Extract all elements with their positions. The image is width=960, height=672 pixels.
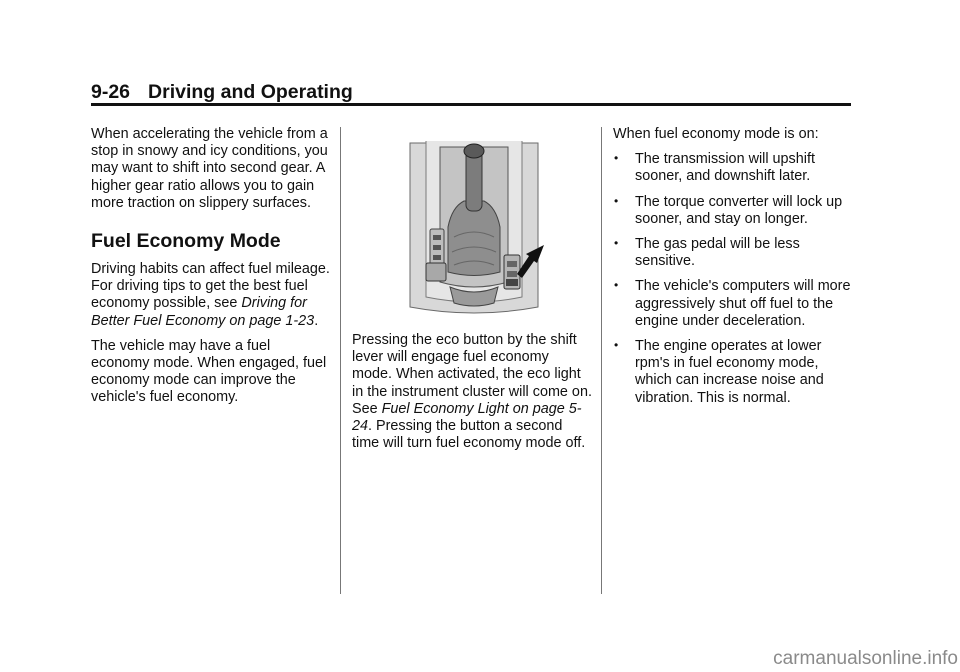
bullet-icon: •	[614, 236, 619, 251]
column-left	[91, 126, 331, 415]
page-header	[91, 80, 851, 104]
column-divider-2	[601, 127, 602, 594]
list-item: • The engine operates at lower rpm's in fuel economy mode, which can increase noise and vibration. This is normal.	[614, 338, 824, 406]
bullets-intro: When fuel economy mode is on:	[613, 126, 819, 142]
cross-reference-link[interactable]: Driving for Better Fuel Economy on page 1-23	[91, 295, 315, 329]
eco-mode-paragraph: The vehicle may have a fuel economy mode. When engaged, fuel economy mode can improve the vehicle's fuel economy.	[91, 337, 327, 406]
page-number: 9-26	[91, 81, 131, 103]
effects-list	[613, 151, 858, 407]
header-rule	[91, 103, 851, 106]
traction-paragraph: When accelerating the vehicle from a stop in snowy and icy conditions, you may want to shift into second gear. A higher gear ratio allows you to gain more traction on slippery surfaces.	[91, 126, 328, 211]
cross-reference-link[interactable]: Fuel Economy Light on page 5-24	[352, 400, 582, 435]
column-divider-1	[340, 127, 341, 594]
column-right	[613, 126, 858, 415]
driving-habits-paragraph: Driving habits can affect fuel mileage. For driving tips to get the best fuel economy possible, see Driving for Better Fuel Economy on page 1-23.	[91, 261, 330, 329]
section-heading: Fuel Economy Mode	[91, 230, 281, 253]
list-item: • The gas pedal will be less sensitive.	[614, 236, 800, 270]
watermark: carmanualsonline.info	[773, 648, 958, 669]
eco-button-paragraph: Pressing the eco button by the shift lever will engage fuel economy mode. When activated, the eco light in the instrument cluster will come on. See Fuel Economy Light on page 5-24. Pressing the button a second time will turn fuel economy mode off.	[352, 332, 592, 452]
bullet-icon: •	[614, 338, 619, 353]
bullet-icon: •	[614, 278, 619, 293]
shift-console-illustration	[404, 137, 544, 315]
list-item: • The transmission will upshift sooner, and downshift later.	[614, 151, 815, 185]
column-middle	[352, 332, 592, 460]
bullet-icon: •	[614, 193, 619, 208]
list-item: • The torque converter will lock up sooner, and stay on longer.	[614, 193, 843, 227]
bullet-icon: •	[614, 151, 619, 166]
chapter-title: Driving and Operating	[148, 81, 353, 103]
list-item: • The vehicle's computers will more aggressively shut off fuel to the engine under deceleration.	[614, 278, 851, 329]
